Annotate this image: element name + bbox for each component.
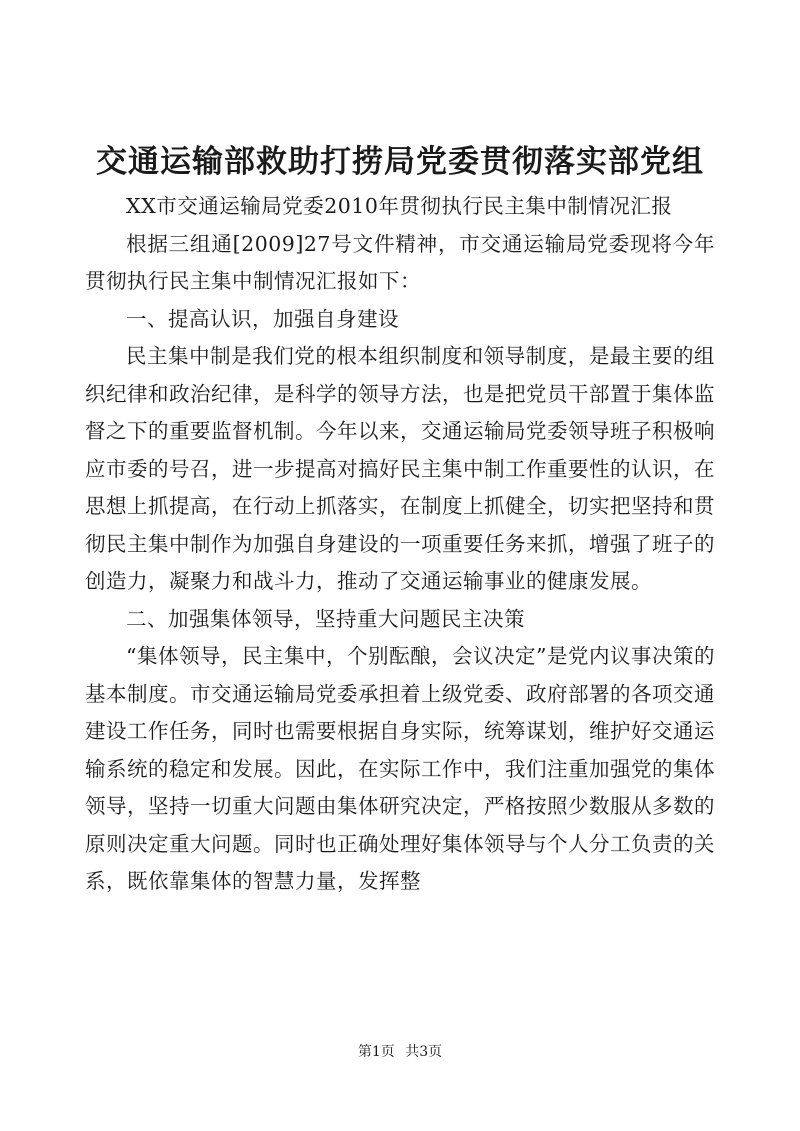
intro-paragraph: 根据三组通[2009]27号文件精神，市交通运输局党委现将今年贯彻执行民主集中制情况汇报如下： xyxy=(85,231,715,293)
section-2-paragraph: “集体领导，民主集中，个别酝酿，会议决定”是党内议事决策的基本制度。市交通运输局党委承担着上级党委、政府部署的各项交通建设工作任务，同时也需要根据自身实际，统筹谋划，维护好交通运输系统的稳定和发展。因此，在实际工作中，我们注重加强党的集体领导，坚持一切重大问题由集体研究决定，严格按照少数服从多数的原则决定重大问题。同时也正确处理好集体领导与个人分工负责的关系，既依靠集体的智慧力量，发挥整 xyxy=(85,644,715,893)
document-body xyxy=(85,188,715,901)
section-heading-2: 二、加强集体领导，坚持重大问题民主决策 xyxy=(126,606,525,631)
page-total: 共3页 xyxy=(405,1044,443,1060)
page-number: 第1页 xyxy=(357,1044,395,1060)
section-heading-1: 一、提高认识，加强自身建设 xyxy=(126,306,399,331)
report-subtitle: XX市交通运输局党委2010年贯彻执行民主集中制情况汇报 xyxy=(126,194,673,218)
section-1-paragraph: 民主集中制是我们党的根本组织制度和领导制度，是最主要的组织纪律和政治纪律，是科学的领导方法，也是把党员干部置于集体监督之下的重要监督机制。今年以来，交通运输局党委领导班子积极响应市委的号召，进一步提高对搞好民主集中制工作重要性的认识，在思想上抓提高，在行动上抓落实，在制度上抓健全，切实把坚持和贯彻民主集中制作为加强自身建设的一项重要任务来抓，增强了班子的创造力，凝聚力和战斗力，推动了交通运输事业的健康发展。 xyxy=(85,344,715,593)
page-footer xyxy=(0,1042,800,1062)
document-title: 交通运输部救助打捞局党委贯彻落实部党组 xyxy=(96,144,704,180)
